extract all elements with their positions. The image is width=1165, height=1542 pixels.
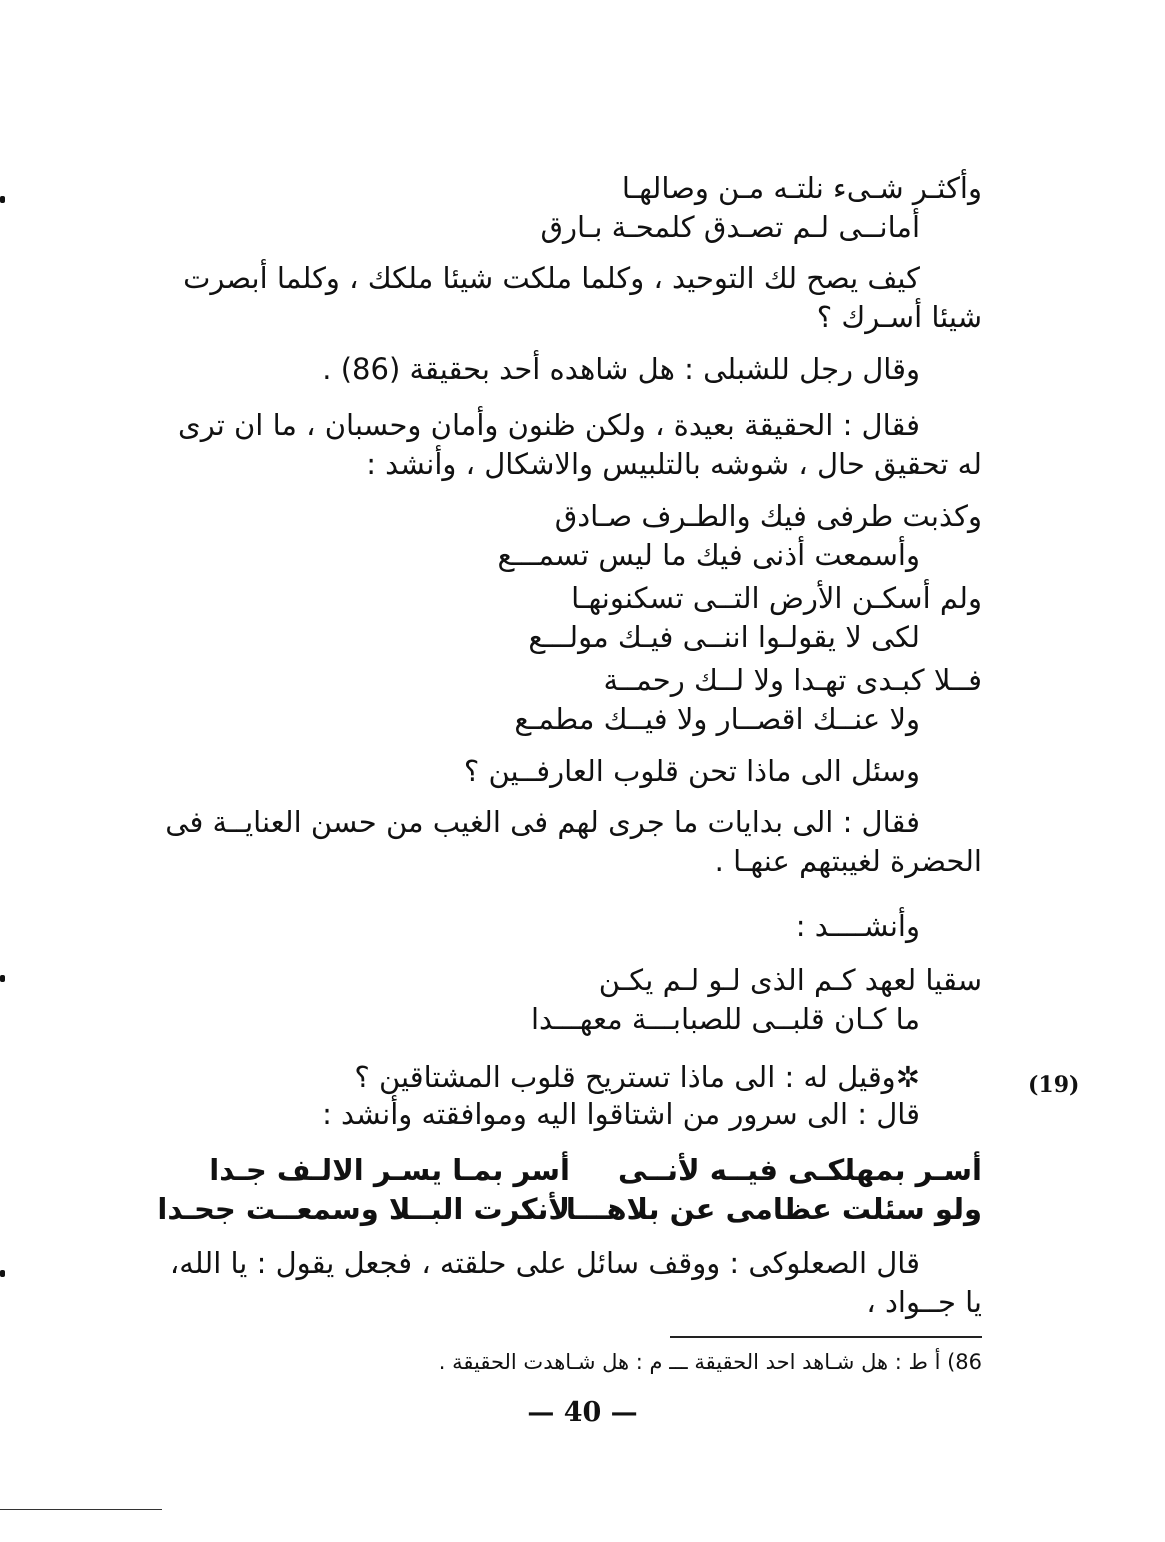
couplet-hemistich-left: لأنكرت البــلا وسمعــت جحـدا bbox=[157, 1192, 570, 1226]
text-line: كيف يصح لك التوحيد ، وكلما ملكت شيئا ملكك ، وكلما أبصرت bbox=[183, 261, 920, 295]
text-line: شيئا أسـرك ؟ bbox=[816, 300, 982, 334]
scan-mark bbox=[0, 1270, 5, 1277]
footnote: 86) أ ط : هل شـاهد احد الحقيقة ـــ م : هل شـاهدت الحقيقة . bbox=[438, 1350, 982, 1374]
text-line: لكى لا يقولـوا اننــى فيـك مولـــع bbox=[528, 620, 920, 654]
text-line: الحضرة لغيبتهم عنهـا . bbox=[714, 844, 982, 878]
couplet-hemistich-right: ولو سئلت عظامى عن بلاهـــا bbox=[565, 1192, 982, 1226]
footnote-rule bbox=[670, 1336, 982, 1338]
couplet-hemistich-right: أسـر بمهلكـى فيــه لأنــى bbox=[617, 1153, 982, 1187]
text-line: فقال : الى بدايات ما جرى لهم فى الغيب من حسن العنايــة فى bbox=[165, 805, 920, 839]
text-line: وقال رجل للشبلى : هل شاهده أحد بحقيقة (86) . bbox=[322, 352, 920, 386]
text-line: أمانــى لـم تصـدق كلمحـة بـارق bbox=[540, 210, 920, 244]
scan-mark bbox=[0, 975, 5, 982]
scan-mark bbox=[0, 196, 5, 203]
couplet-hemistich-left: أسر بمـا يسـر الالـف جـدا bbox=[209, 1153, 570, 1187]
text-line: وكذبت طرفى فيك والطـرف صـادق bbox=[554, 499, 982, 533]
text-line: ولا عنــك اقصــار ولا فيــك مطمـع bbox=[514, 702, 920, 736]
text-line: ✲وقيل له : الى ماذا تستريح قلوب المشتاقين ؟ bbox=[354, 1060, 920, 1094]
text-line: فقال : الحقيقة بعيدة ، ولكن ظنون وأمان وحسبان ، ما ان ترى bbox=[178, 408, 920, 442]
side-note: (19) bbox=[1028, 1072, 1080, 1098]
text-line: وأكثـر شـىء نلتـه مـن وصالهـا bbox=[621, 171, 982, 205]
text-line: له تحقيق حال ، شوشه بالتلبيس والاشكال ، وأنشد : bbox=[366, 447, 982, 481]
text-line: يا جــواد ، bbox=[866, 1285, 982, 1319]
text-line: سقيا لعهد كـم الذى لـو لـم يكـن bbox=[598, 963, 982, 997]
page-number: — 40 — bbox=[527, 1397, 638, 1428]
text-line: قال : الى سرور من اشتاقوا اليه وموافقته وأنشد : bbox=[322, 1097, 920, 1131]
text-line: وأسمعت أذنى فيك ما ليس تسمـــع bbox=[497, 538, 920, 572]
text-line: ولم أسكـن الأرض التــى تسكنونهـا bbox=[571, 581, 982, 615]
text-line: فــلا كبـدى تهـدا ولا لــك رحمــة bbox=[603, 663, 982, 697]
text-line: ما كـان قلبــى للصبابـــة معهـــدا bbox=[531, 1002, 920, 1036]
scan-edge-line bbox=[0, 1509, 162, 1510]
text-line: وأنشــــد : bbox=[795, 909, 920, 943]
text-line: وسئل الى ماذا تحن قلوب العارفــين ؟ bbox=[463, 754, 920, 788]
text-line: قال الصعلوكى : ووقف سائل على حلقته ، فجعل يقول : يا الله، bbox=[169, 1246, 920, 1280]
